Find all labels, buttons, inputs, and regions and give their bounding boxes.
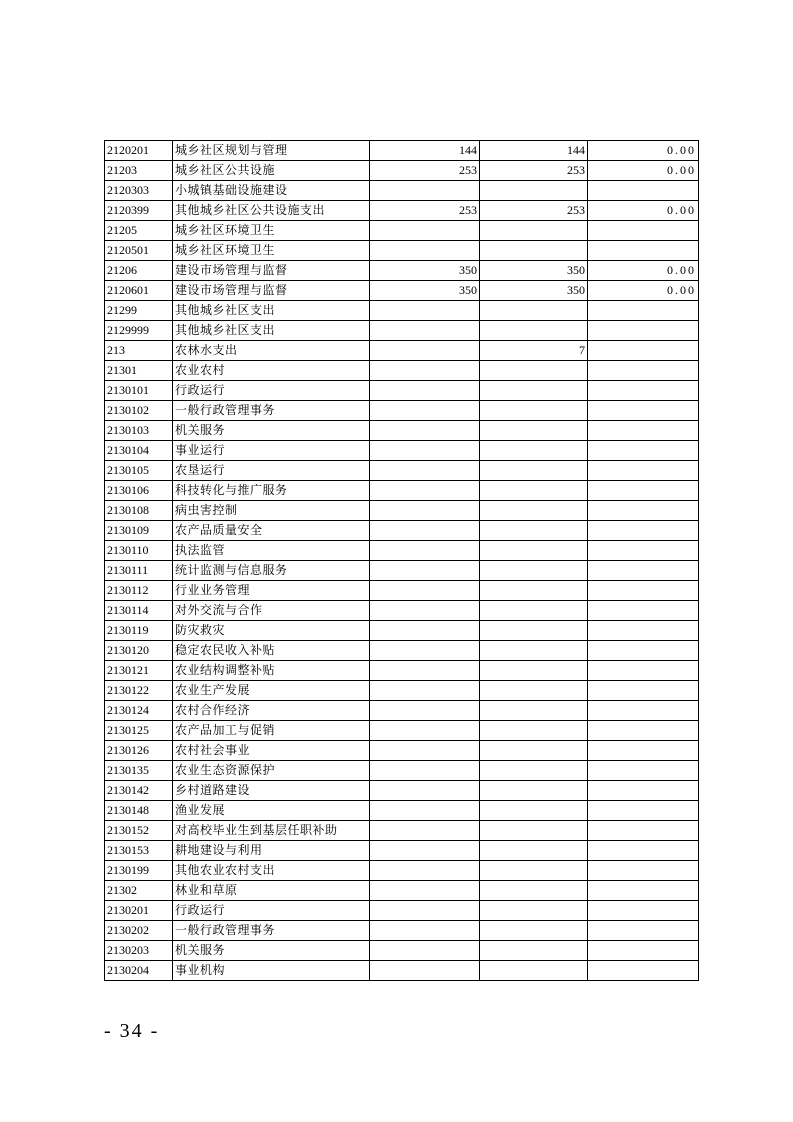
row-name-cell: 小城镇基础设施建设: [173, 181, 370, 201]
table-row: [105, 641, 699, 661]
row-value-1-cell: [370, 221, 480, 241]
table-row: [105, 461, 699, 481]
row-code-cell: 2120303: [105, 181, 173, 201]
row-code-cell: 2130201: [105, 901, 173, 921]
row-name-cell: 农业生产发展: [173, 681, 370, 701]
row-name-cell: 农业生态资源保护: [173, 761, 370, 781]
row-value-2-cell: 350: [480, 261, 588, 281]
row-name-cell: 乡村道路建设: [173, 781, 370, 801]
row-value-3-cell: [588, 741, 699, 761]
row-value-1-cell: [370, 361, 480, 381]
budget-table: [104, 140, 699, 981]
row-value-2-cell: [480, 321, 588, 341]
table-row: [105, 681, 699, 701]
row-name-cell: 农业结构调整补贴: [173, 661, 370, 681]
row-value-3-cell: [588, 641, 699, 661]
row-value-2-cell: [480, 681, 588, 701]
table-row: [105, 161, 699, 181]
row-name-cell: 统计监测与信息服务: [173, 561, 370, 581]
row-value-1-cell: [370, 781, 480, 801]
row-value-2-cell: [480, 701, 588, 721]
row-name-cell: 事业运行: [173, 441, 370, 461]
row-value-3-cell: [588, 441, 699, 461]
row-value-2-cell: [480, 581, 588, 601]
row-name-cell: 建设市场管理与监督: [173, 281, 370, 301]
row-value-3-cell: [588, 341, 699, 361]
row-value-2-cell: [480, 501, 588, 521]
row-code-cell: 21302: [105, 881, 173, 901]
row-value-1-cell: [370, 701, 480, 721]
row-value-2-cell: [480, 481, 588, 501]
table-row: [105, 861, 699, 881]
row-value-2-cell: [480, 761, 588, 781]
row-value-1-cell: [370, 961, 480, 981]
row-code-cell: 2130125: [105, 721, 173, 741]
row-value-1-cell: [370, 761, 480, 781]
row-name-cell: 城乡社区环境卫生: [173, 241, 370, 261]
row-name-cell: 机关服务: [173, 941, 370, 961]
row-value-1-cell: [370, 301, 480, 321]
row-value-1-cell: [370, 401, 480, 421]
row-name-cell: 城乡社区规划与管理: [173, 141, 370, 161]
row-code-cell: 2130101: [105, 381, 173, 401]
row-value-2-cell: [480, 541, 588, 561]
table-row: [105, 781, 699, 801]
row-value-2-cell: [480, 521, 588, 541]
row-value-2-cell: [480, 421, 588, 441]
row-value-1-cell: [370, 541, 480, 561]
table-row: [105, 561, 699, 581]
row-value-3-cell: 0.00: [588, 261, 699, 281]
table-row: [105, 581, 699, 601]
row-value-2-cell: [480, 821, 588, 841]
row-value-2-cell: [480, 741, 588, 761]
row-value-3-cell: [588, 361, 699, 381]
row-value-2-cell: 253: [480, 161, 588, 181]
row-name-cell: 行业业务管理: [173, 581, 370, 601]
row-value-2-cell: [480, 841, 588, 861]
row-value-3-cell: 0.00: [588, 281, 699, 301]
table-row: [105, 481, 699, 501]
row-value-3-cell: [588, 181, 699, 201]
row-value-3-cell: [588, 661, 699, 681]
row-code-cell: 2130109: [105, 521, 173, 541]
row-value-2-cell: [480, 621, 588, 641]
row-value-3-cell: [588, 861, 699, 881]
row-value-3-cell: [588, 841, 699, 861]
row-value-2-cell: [480, 401, 588, 421]
row-code-cell: 2130102: [105, 401, 173, 421]
row-code-cell: 2130126: [105, 741, 173, 761]
row-value-3-cell: [588, 381, 699, 401]
row-value-2-cell: [480, 461, 588, 481]
row-code-cell: 2130199: [105, 861, 173, 881]
row-code-cell: 21301: [105, 361, 173, 381]
row-value-3-cell: [588, 901, 699, 921]
row-name-cell: 林业和草原: [173, 881, 370, 901]
row-value-2-cell: [480, 561, 588, 581]
row-code-cell: 2130203: [105, 941, 173, 961]
row-value-1-cell: [370, 461, 480, 481]
row-code-cell: 21203: [105, 161, 173, 181]
row-value-3-cell: [588, 541, 699, 561]
table-row: [105, 521, 699, 541]
row-value-3-cell: [588, 421, 699, 441]
row-value-1-cell: [370, 381, 480, 401]
budget-table-body: [105, 141, 699, 981]
table-row: [105, 501, 699, 521]
table-row: [105, 341, 699, 361]
row-name-cell: 一般行政管理事务: [173, 401, 370, 421]
row-value-3-cell: [588, 701, 699, 721]
row-code-cell: 2130153: [105, 841, 173, 861]
row-code-cell: 2130120: [105, 641, 173, 661]
row-value-1-cell: [370, 921, 480, 941]
row-name-cell: 稳定农民收入补贴: [173, 641, 370, 661]
row-code-cell: 2130114: [105, 601, 173, 621]
row-name-cell: 建设市场管理与监督: [173, 261, 370, 281]
row-value-3-cell: [588, 321, 699, 341]
row-value-1-cell: [370, 661, 480, 681]
row-value-3-cell: [588, 561, 699, 581]
row-code-cell: 2120399: [105, 201, 173, 221]
row-code-cell: 2130122: [105, 681, 173, 701]
row-value-3-cell: 0.00: [588, 161, 699, 181]
row-value-2-cell: [480, 941, 588, 961]
row-value-3-cell: [588, 501, 699, 521]
row-value-1-cell: [370, 341, 480, 361]
row-value-2-cell: 253: [480, 201, 588, 221]
row-value-1-cell: [370, 521, 480, 541]
row-code-cell: 2130152: [105, 821, 173, 841]
row-value-1-cell: [370, 421, 480, 441]
row-value-1-cell: [370, 941, 480, 961]
row-code-cell: 2130204: [105, 961, 173, 981]
row-code-cell: 2130135: [105, 761, 173, 781]
row-value-2-cell: [480, 641, 588, 661]
table-row: [105, 141, 699, 161]
row-value-2-cell: [480, 181, 588, 201]
row-value-3-cell: [588, 521, 699, 541]
row-value-3-cell: [588, 721, 699, 741]
row-value-2-cell: [480, 601, 588, 621]
row-value-1-cell: [370, 721, 480, 741]
table-row: [105, 221, 699, 241]
row-value-2-cell: [480, 861, 588, 881]
table-row: [105, 761, 699, 781]
row-code-cell: 2130111: [105, 561, 173, 581]
row-name-cell: 一般行政管理事务: [173, 921, 370, 941]
row-name-cell: 农业农村: [173, 361, 370, 381]
table-row: [105, 201, 699, 221]
row-name-cell: 科技转化与推广服务: [173, 481, 370, 501]
row-value-3-cell: [588, 801, 699, 821]
table-row: [105, 601, 699, 621]
row-code-cell: 2130103: [105, 421, 173, 441]
table-row: [105, 241, 699, 261]
row-value-1-cell: [370, 861, 480, 881]
row-code-cell: 2120201: [105, 141, 173, 161]
row-name-cell: 耕地建设与利用: [173, 841, 370, 861]
row-name-cell: 城乡社区环境卫生: [173, 221, 370, 241]
row-name-cell: 农林水支出: [173, 341, 370, 361]
row-value-3-cell: [588, 681, 699, 701]
table-row: [105, 321, 699, 341]
row-code-cell: 2130124: [105, 701, 173, 721]
row-value-1-cell: [370, 321, 480, 341]
row-name-cell: 其他城乡社区支出: [173, 301, 370, 321]
row-name-cell: 其他城乡社区公共设施支出: [173, 201, 370, 221]
row-value-2-cell: 350: [480, 281, 588, 301]
row-value-3-cell: [588, 581, 699, 601]
row-name-cell: 行政运行: [173, 381, 370, 401]
row-value-1-cell: 350: [370, 261, 480, 281]
row-value-3-cell: 0.00: [588, 201, 699, 221]
row-value-3-cell: [588, 781, 699, 801]
table-row: [105, 921, 699, 941]
row-value-2-cell: [480, 661, 588, 681]
page-number: - 34 -: [104, 1020, 160, 1042]
row-value-1-cell: [370, 561, 480, 581]
table-row: [105, 421, 699, 441]
table-row: [105, 661, 699, 681]
row-code-cell: 2120501: [105, 241, 173, 261]
row-value-2-cell: [480, 921, 588, 941]
row-code-cell: 21299: [105, 301, 173, 321]
row-code-cell: 2130148: [105, 801, 173, 821]
row-code-cell: 2130119: [105, 621, 173, 641]
row-code-cell: 2130202: [105, 921, 173, 941]
row-name-cell: 事业机构: [173, 961, 370, 981]
table-row: [105, 821, 699, 841]
row-value-1-cell: [370, 641, 480, 661]
row-value-3-cell: [588, 221, 699, 241]
row-name-cell: 防灾救灾: [173, 621, 370, 641]
row-name-cell: 对高校毕业生到基层任职补助: [173, 821, 370, 841]
row-value-1-cell: [370, 441, 480, 461]
table-row: [105, 381, 699, 401]
row-code-cell: 2130104: [105, 441, 173, 461]
table-row: [105, 881, 699, 901]
table-row: [105, 701, 699, 721]
row-name-cell: 机关服务: [173, 421, 370, 441]
row-value-3-cell: [588, 301, 699, 321]
row-value-3-cell: [588, 461, 699, 481]
row-value-2-cell: [480, 441, 588, 461]
row-value-1-cell: [370, 481, 480, 501]
row-code-cell: 2130142: [105, 781, 173, 801]
row-value-3-cell: [588, 601, 699, 621]
table-row: [105, 441, 699, 461]
row-code-cell: 21206: [105, 261, 173, 281]
table-row: [105, 361, 699, 381]
row-name-cell: 农垦运行: [173, 461, 370, 481]
table-row: [105, 301, 699, 321]
row-value-1-cell: 144: [370, 141, 480, 161]
table-row: [105, 541, 699, 561]
row-value-2-cell: [480, 381, 588, 401]
row-value-2-cell: 7: [480, 341, 588, 361]
row-code-cell: 2130108: [105, 501, 173, 521]
table-row: [105, 181, 699, 201]
row-name-cell: 其他农业农村支出: [173, 861, 370, 881]
row-name-cell: 城乡社区公共设施: [173, 161, 370, 181]
row-value-1-cell: [370, 801, 480, 821]
row-name-cell: 农产品质量安全: [173, 521, 370, 541]
table-row: [105, 901, 699, 921]
row-value-2-cell: [480, 241, 588, 261]
row-value-3-cell: [588, 821, 699, 841]
row-code-cell: 2130105: [105, 461, 173, 481]
row-code-cell: 2129999: [105, 321, 173, 341]
row-value-1-cell: [370, 901, 480, 921]
table-row: [105, 961, 699, 981]
row-name-cell: 渔业发展: [173, 801, 370, 821]
row-value-3-cell: [588, 481, 699, 501]
row-code-cell: 2130121: [105, 661, 173, 681]
row-value-3-cell: [588, 401, 699, 421]
row-code-cell: 2120601: [105, 281, 173, 301]
row-value-1-cell: [370, 621, 480, 641]
row-value-2-cell: [480, 901, 588, 921]
row-value-1-cell: [370, 841, 480, 861]
row-value-1-cell: [370, 501, 480, 521]
row-value-2-cell: [480, 361, 588, 381]
table-row: [105, 721, 699, 741]
row-value-3-cell: [588, 941, 699, 961]
row-value-2-cell: [480, 781, 588, 801]
row-value-1-cell: [370, 581, 480, 601]
row-name-cell: 对外交流与合作: [173, 601, 370, 621]
row-value-1-cell: [370, 881, 480, 901]
row-value-2-cell: [480, 221, 588, 241]
row-value-3-cell: 0.00: [588, 141, 699, 161]
row-code-cell: 2130112: [105, 581, 173, 601]
table-row: [105, 741, 699, 761]
row-value-1-cell: [370, 741, 480, 761]
row-value-1-cell: 253: [370, 201, 480, 221]
row-value-1-cell: [370, 681, 480, 701]
row-value-2-cell: [480, 801, 588, 821]
row-code-cell: 2130110: [105, 541, 173, 561]
row-value-3-cell: [588, 961, 699, 981]
row-value-3-cell: [588, 881, 699, 901]
row-value-2-cell: [480, 301, 588, 321]
row-value-1-cell: [370, 181, 480, 201]
row-value-3-cell: [588, 621, 699, 641]
row-value-1-cell: [370, 241, 480, 261]
row-value-3-cell: [588, 761, 699, 781]
row-value-2-cell: 144: [480, 141, 588, 161]
row-code-cell: 2130106: [105, 481, 173, 501]
row-name-cell: 农村社会事业: [173, 741, 370, 761]
row-name-cell: 执法监管: [173, 541, 370, 561]
table-row: [105, 941, 699, 961]
row-value-1-cell: 253: [370, 161, 480, 181]
row-value-1-cell: 350: [370, 281, 480, 301]
row-value-3-cell: [588, 921, 699, 941]
row-name-cell: 其他城乡社区支出: [173, 321, 370, 341]
row-name-cell: 病虫害控制: [173, 501, 370, 521]
row-code-cell: 213: [105, 341, 173, 361]
row-value-1-cell: [370, 821, 480, 841]
table-row: [105, 801, 699, 821]
row-value-2-cell: [480, 721, 588, 741]
row-value-3-cell: [588, 241, 699, 261]
row-name-cell: 农村合作经济: [173, 701, 370, 721]
row-name-cell: 行政运行: [173, 901, 370, 921]
table-row: [105, 401, 699, 421]
row-code-cell: 21205: [105, 221, 173, 241]
row-value-1-cell: [370, 601, 480, 621]
row-name-cell: 农产品加工与促销: [173, 721, 370, 741]
table-row: [105, 281, 699, 301]
row-value-2-cell: [480, 961, 588, 981]
table-row: [105, 841, 699, 861]
table-row: [105, 261, 699, 281]
table-row: [105, 621, 699, 641]
row-value-2-cell: [480, 881, 588, 901]
